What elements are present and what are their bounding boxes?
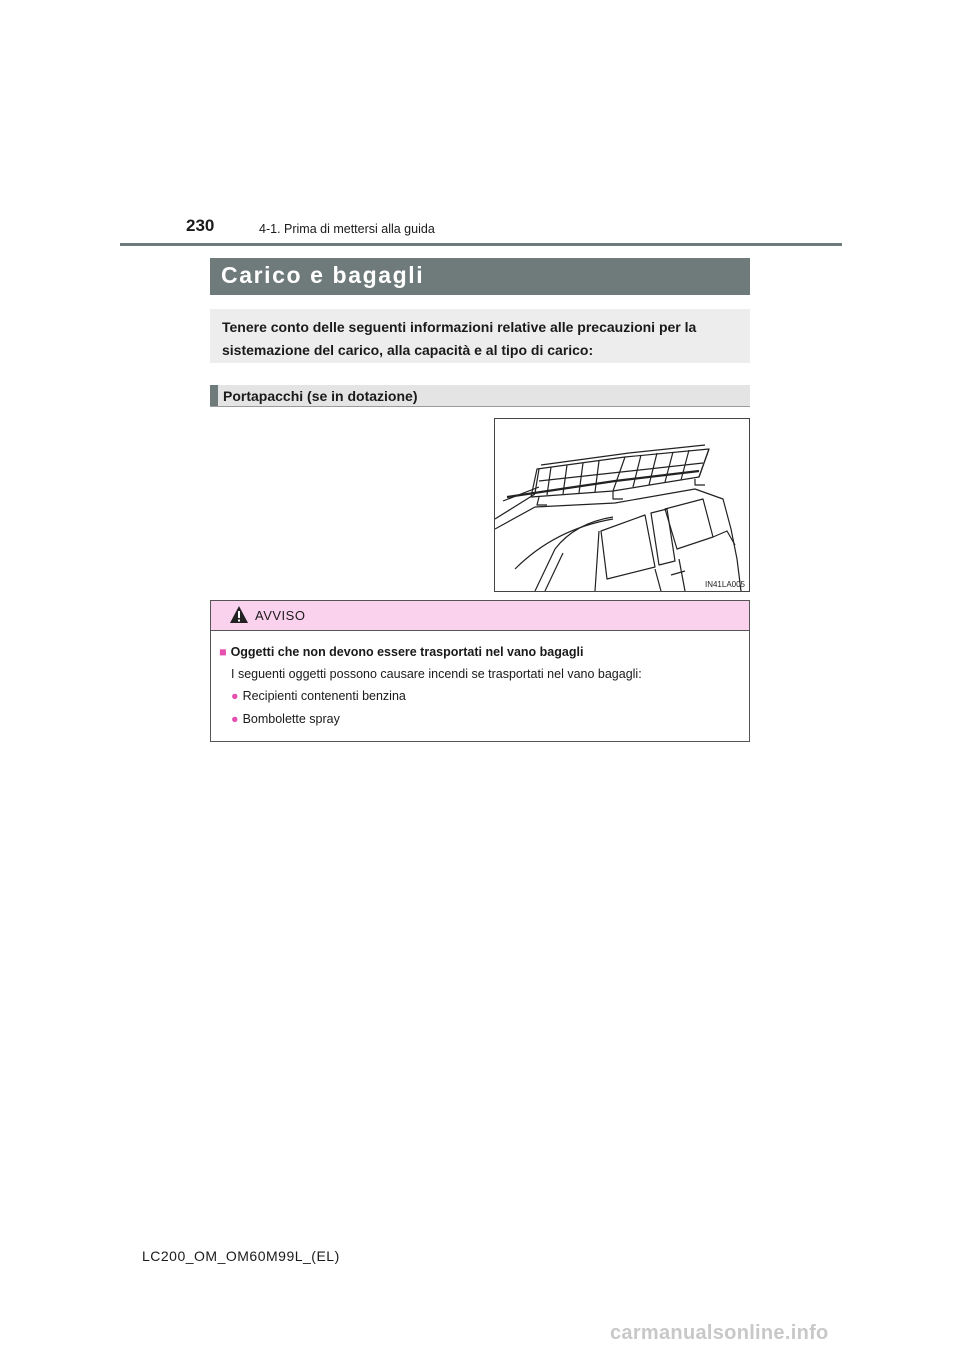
page-title: Carico e bagagli <box>210 258 750 295</box>
list-item-text: Recipienti contenenti benzina <box>242 689 406 703</box>
document-code: LC200_OM_OM60M99L_(EL) <box>142 1248 340 1264</box>
roof-rack-car-icon <box>495 419 749 591</box>
warning-label: AVVISO <box>255 608 306 623</box>
subsection-title: Portapacchi (se in dotazione) <box>223 388 418 404</box>
warning-header <box>211 601 749 631</box>
subsection-accent-bar <box>210 385 218 406</box>
subsection-header <box>210 385 750 407</box>
illustration-code: IN41LA005 <box>704 580 745 589</box>
warning-heading-text: Oggetti che non devono essere trasportati nel vano bagagli <box>230 645 584 659</box>
page-number: 230 <box>186 216 215 235</box>
warning-heading <box>219 645 583 659</box>
list-item-text: Bombolette spray <box>242 712 340 726</box>
header-divider <box>120 243 842 246</box>
section-label: 4-1. Prima di mettersi alla guida <box>259 222 435 236</box>
bullet-dot-icon: ● <box>231 712 239 726</box>
list-item <box>231 712 340 726</box>
roof-rack-illustration <box>494 418 750 592</box>
intro-text: Tenere conto delle seguenti informazioni relative alle precauzioni per la sistemazione del carico, alla capacità e al tipo di carico: <box>210 309 750 363</box>
square-bullet-icon: ■ <box>219 645 227 659</box>
list-item <box>231 689 406 703</box>
warning-box <box>210 600 750 742</box>
warning-description: I seguenti oggetti possono causare incendi se trasportati nel vano bagagli: <box>231 667 642 681</box>
bullet-dot-icon: ● <box>231 689 239 703</box>
warning-triangle-icon <box>229 605 249 624</box>
watermark: carmanualsonline.info <box>610 1322 829 1344</box>
